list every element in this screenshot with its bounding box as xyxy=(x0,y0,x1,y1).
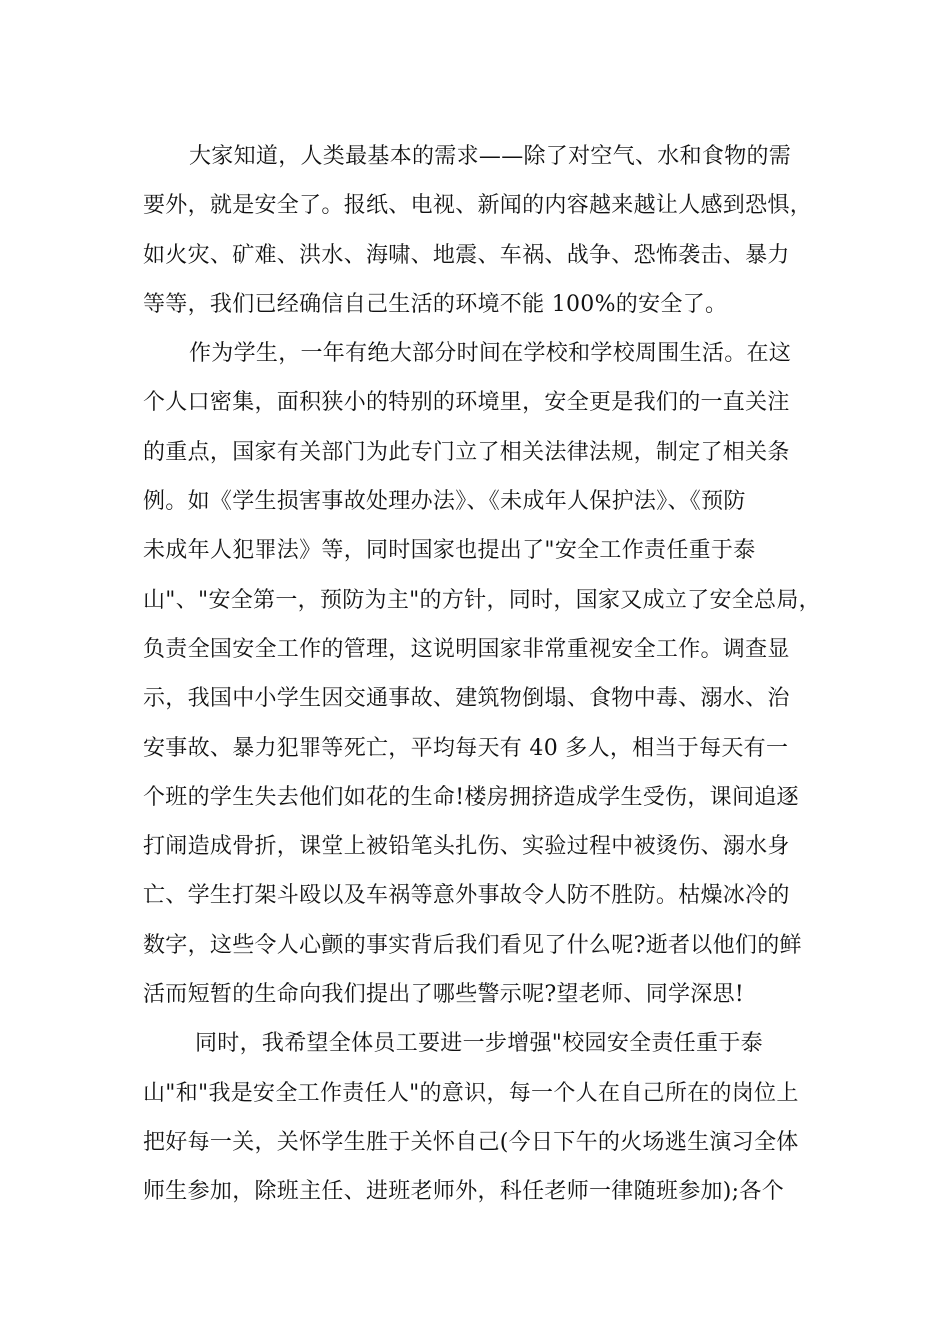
text-line: 个人口密集，面积狭小的特别的环境里，安全更是我们的一直关注 xyxy=(143,390,790,416)
text-line: 把好每一关，关怀学生胜于关怀自己(今日下午的火场逃生演习全体 xyxy=(143,1129,799,1155)
text-line: 如火灾、矿难、洪水、海啸、地震、车祸、战争、恐怖袭击、暴力 xyxy=(143,242,790,268)
text-line: 作为学生，一年有绝大部分时间在学校和学校周围生活。在这 xyxy=(189,341,792,367)
document-body xyxy=(143,132,821,1217)
text-line: 未成年人犯罪法》等，同时国家也提出了"安全工作责任重于泰 xyxy=(143,538,756,564)
text-line: 打闹造成骨折，课堂上被铅笔头扎伤、实验过程中被烫伤、溺水身 xyxy=(143,834,790,860)
text-line: 个班的学生失去他们如花的生命!楼房拥挤造成学生受伤，课间追逐 xyxy=(143,784,799,810)
paragraph-staff-responsibility xyxy=(143,1019,807,1216)
text-line: 示，我国中小学生因交通事故、建筑物倒塌、食物中毒、溺水、治 xyxy=(143,686,790,712)
text-line: 的重点，国家有关部门为此专门立了相关法律法规，制定了相关条 xyxy=(143,439,790,465)
text-line: 例。如《学生损害事故处理办法》、《未成年人保护法》、《预防 xyxy=(143,489,746,515)
text-line: 活而短暂的生命向我们提出了哪些警示呢?望老师、同学深思! xyxy=(143,982,745,1008)
text-line: 等等，我们已经确信自己生活的环境不能 100%的安全了。 xyxy=(143,291,728,317)
text-line: 负责全国安全工作的管理，这说明国家非常重视安全工作。调查显 xyxy=(143,636,790,662)
paragraph-student-safety xyxy=(143,329,821,1019)
text-line: 山"、"安全第一，预防为主"的方针，同时，国家又成立了安全总局， xyxy=(143,587,821,613)
text-line: 数字，这些令人心颤的事实背后我们看见了什么呢?逝者以他们的鲜 xyxy=(143,932,802,958)
text-line: 师生参加，除班主任、进班老师外，科任老师一律随班参加);各个 xyxy=(143,1179,784,1205)
text-line: 安事故、暴力犯罪等死亡，平均每天有 40 多人，相当于每天有一 xyxy=(143,735,789,761)
text-line: 要外，就是安全了。报纸、电视、新闻的内容越来越让人感到恐惧， xyxy=(143,193,813,219)
paragraph-safety-needs xyxy=(143,132,813,329)
text-line: 大家知道，人类最基本的需求——除了对空气、水和食物的需 xyxy=(189,144,792,169)
text-line: 山"和"我是安全工作责任人"的意识，每一个人在自己所在的岗位上 xyxy=(143,1080,799,1106)
text-line: 同时，我希望全体员工要进一步增强"校园安全责任重于泰 xyxy=(195,1031,763,1057)
text-line: 亡、学生打架斗殴以及车祸等意外事故令人防不胜防。枯燥冰冷的 xyxy=(143,883,790,909)
